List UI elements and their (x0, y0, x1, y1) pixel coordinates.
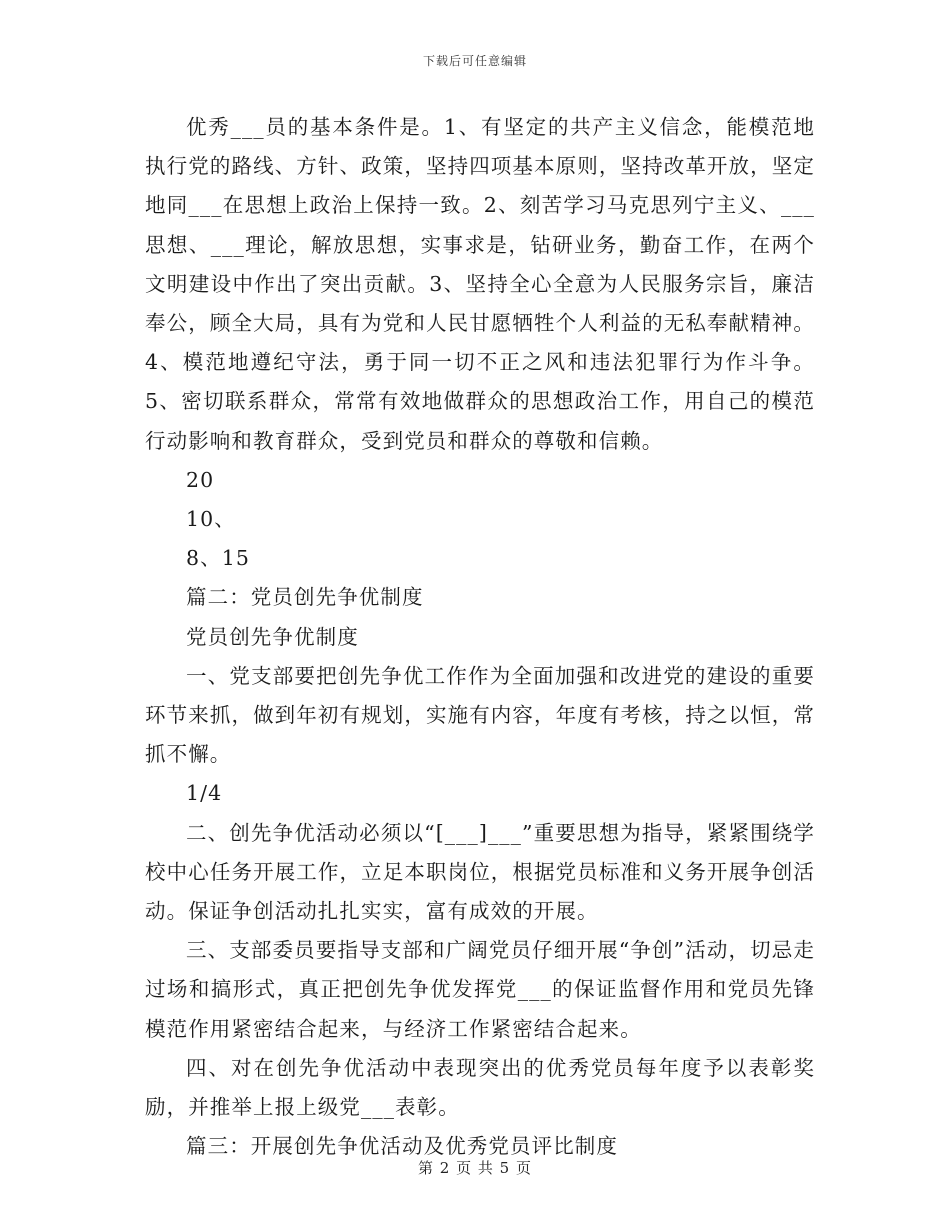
page-footer: 第 2 页 共 5 页 (418, 1159, 532, 1177)
page-header: 下载后可任意编辑 (422, 54, 527, 68)
paragraph-number-10: 10、 (186, 507, 236, 532)
paragraph-item-one: 一、党支部要把创先争优工作作为全面加强和改进党的建设的重要环节来抓，做到年初有规划，实施有内容，年度有考核，持之以恒，常抓不懈。 (145, 663, 815, 767)
paragraph-item-two: 二、创先争优活动必须以“[___]___”重要思想为指导，紧紧围绕学校中心任务开展工作，立足本职岗位，根据党员标准和义务开展争创活动。保证争创活动扎扎实实，富有成效的开展。 (145, 820, 815, 924)
paragraph-number-8-15: 8、15 (186, 546, 251, 571)
page-fraction-marker: 1/4 (186, 781, 223, 806)
paragraph-excellent-member-conditions: 优秀___员的基本条件是。1、有坚定的共产主义信念，能模范地执行党的路线、方针、政策，坚持四项基本原则，坚持改革开放，坚定地同___在思想上政治上保持一致。2、刻苦学习马克思列宁主义、___思想、___理论，解放思想，实事求是，钻研业务，勤奋工作，在两个文明建设中作出了突出贡献。3、坚持全心全意为人民服务宗旨，廉洁奉公，顾全大局，具有为党和人民甘愿牺牲个人利益的无私奉献精神。4、模范地遵纪守法，勇于同一切不正之风和违法犯罪行为作斗争。5、密切联系群众，常常有效地做群众的思想政治工作，用自己的模范行动影响和教育群众，受到党员和群众的尊敬和信赖。 (145, 115, 815, 453)
paragraph-number-20: 20 (186, 467, 215, 492)
section-title-system: 党员创先争优制度 (186, 624, 359, 649)
paragraph-item-three: 三、支部委员要指导支部和广阔党员仔细开展“争创”活动，切忌走过场和搞形式，真正把创先争优发挥党___的保证监督作用和党员先锋模范作用紧密结合起来，与经济工作紧密结合起来。 (145, 938, 815, 1041)
section-heading-part-three: 篇三：开展创先争优活动及优秀党员评比制度 (186, 1134, 618, 1159)
section-heading-part-two: 篇二：党员创先争优制度 (186, 585, 424, 610)
paragraph-item-four: 四、对在创先争优活动中表现突出的优秀党员每年度予以表彰奖励，并推举上报上级党___表彰。 (145, 1055, 815, 1120)
document-body (145, 108, 815, 1166)
